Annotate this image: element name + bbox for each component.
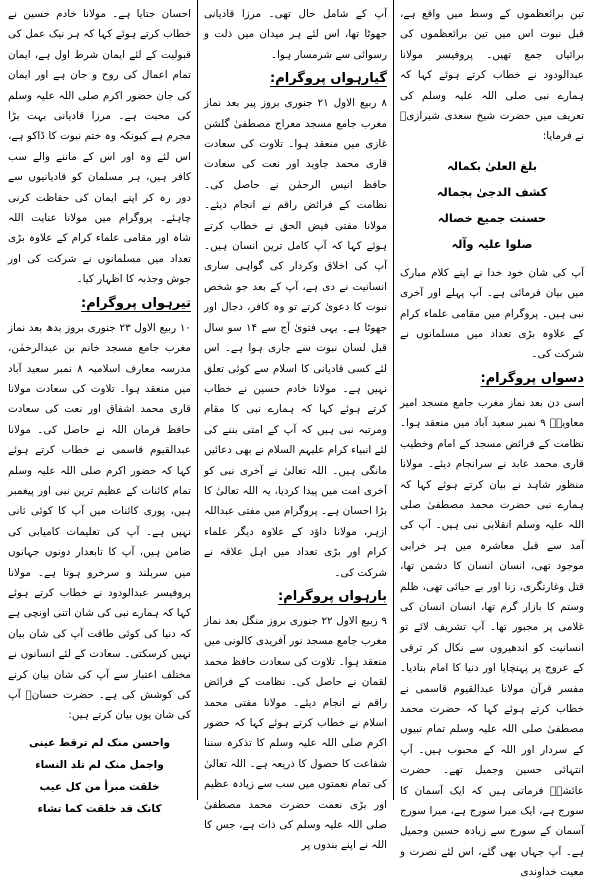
arabic-verse (400, 153, 584, 257)
verse-line: واحسن منک لم ترقط عینی (28, 736, 171, 749)
paragraph: احسان جتایا ہے۔ مولانا خادم حسین نے خطاب کرتے ہوئے کہا کہ ہر نیک عمل کی قبولیت کے لئے ایمان شرط اول ہے، ایمان تمام اعمال کی روح و جان ہے اور ایمان کی جان حضور اکرم صلی اللہ علیہ وسلم کی محبت ہے۔ مرزا قادیانی بہت بڑا مجرم ہے کیونکہ وہ ختم نبوت کا ڈاکو ہے، اس لئے وہ اور اس کے ماننے والے سب کافر ہیں، ہر مسلمان کو قادیانیوں سے دور رہ کر اپنے ایمان کی حفاظت کرنی چاہئے۔ پروگرام میں مولانا عنایت اللہ شاہ اور مقامی علماء کرام کے علاوہ بڑی تعداد میں مسلمانوں نے شرکت کی اور جوش وجذبہ کا اظہار کیا۔ (8, 8, 191, 286)
verse-line: صلوا علیہ وآلہ (451, 236, 533, 251)
arabic-verse (8, 732, 191, 820)
column-middle (198, 0, 394, 852)
section-heading: دسواں پروگرام: (480, 370, 584, 386)
paragraph: تین برائعظموں کے وسط میں واقع ہے، قبل نبوت اس میں تین برائعظموں کی برائیاں جمع تھیں۔ پروفیسر مولانا عبدالودود نے خطاب کرتے ہوئے کہا کہ ہمارے نبی صلی اللہ علیہ وسلم کی تعریف میں حضرت شیخ سعدی شیرازیؒ نے فرمایا: (400, 8, 584, 143)
paragraph: آپ کی شان خود خدا نے اپنے کلام مبارک میں بیان فرمائی ہے۔ آپ پہلے اور آخری نبی ہیں۔ پروگرام میں مقامی علماء کرام کے علاوہ بڑی تعداد میں مسلمانوں نے شرکت کی۔ (400, 266, 584, 361)
paragraph: اسی دن بعد نماز مغرب جامع مسجد امیر معاویہؓ ۹ نمبر سعید آباد میں منعقد ہوا۔ نظامت کے فرائض مسجد کے امام وخطیب قاری محمد عابد نے سرانجام دیئے۔ مولانا منظور شاہد نے بیان کرتے ہوئے کہا کہ ہمارے نبی حضرت محمد مصطفیٰ صلی اللہ علیہ وسلم انقلابی نبی ہیں۔ آپ کی آمد سے قبل معاشرہ میں ہر خرابی موجود تھی، انسان انسان کا دشمن تھا، قتل وغارتگری، زنا اور بے حیائی تھی، ظلم وستم کا بازار گرم تھا، انسان انسان کی غلامی پر مجبور تھا۔ آپ تشریف لائے تو انسانیت کو اندھیروں سے نکال کر ترقی کے عروج پر پہنچایا اور دنیا کا امام بنادیا۔ مفسر قرآن مولانا عبدالقیوم قاسمی نے خطاب کرتے ہوئے کہا کہ حضرت محمد مصطفیٰ صلی اللہ علیہ وسلم تمام نبیوں کے سردار اور اللہ کے محبوب ہیں۔ آپ انتہائی حسین وجمیل تھے۔ حضرت عائشہؓ فرماتی ہیں کہ ایک آسمان کا سورج ہے، ایک میرا سورج ہے، میرا سورج آسمان کے سورج سے زیادہ حسین وجمیل ہے۔ آپ جہاں بھی گئے، اس لئے نصرت و معیت خداوندی (400, 396, 584, 879)
paragraph: آپ کے شامل حال تھی۔ مرزا قادیانی جھوٹا تھا، اس لئے ہر میدان میں ذلت و رسوائی سے شرمسار ہوا۔ (204, 8, 387, 61)
paragraph: ۱۰ ربیع الاول ۲۳ جنوری بروز بدھ بعد نماز مغرب جامع مسجد خانم بن عبدالرحمٰن، مدرسہ معارف اسلامیہ ۸ نمبر سعید آباد میں منعقد ہوا۔ تلاوت کی سعادت مولانا قاری محمد اشفاق اور نعت کی سعادت حافظ فرمان اللہ نے حاصل کی۔ مولانا عبدالقیوم قاسمی نے خطاب کرتے ہوئے کہا کہ حضور اکرم صلی اللہ علیہ وسلم تمام کائنات کے عظیم ترین نبی اور پیغمبر ہیں، پوری کائنات میں آپ کا کوئی ثانی نہیں ہے۔ آپ کی تعلیمات کامیابی کی ضامن ہیں، آپ کا تابعدار دونوں جہانوں میں سربلند و سرخرو ہوتا ہے۔ مولانا پروفیسر عبدالودود نے خطاب کرتے ہوئے کہا کہ ہمارے نبی کی شان اتنی اونچی ہے کہ دنیا کی کوئی طاقت آپ کی شان بیان نہیں کرسکتی۔ سعادت کے لئے انسانوں نے مختلف اعتبار سے آپ کی شان بیان کرنے کی کوشش کی ہے۔ حضرت حسانؓ آپ کی شان یوں بیان کرتے ہیں: (8, 321, 192, 722)
verse-line: خلقت مبرأ من کل عیب (39, 780, 160, 793)
section-heading: تیرہواں پروگرام: (81, 295, 191, 311)
column-left (2, 0, 198, 815)
section-heading: بارہواں پروگرام: (278, 588, 387, 604)
verse-line: بلغ العلیٰ بکمالہ (446, 158, 538, 173)
section-heading: گیارہواں پروگرام: (270, 71, 387, 87)
verse-line: کانک قد خلقت کما تشاء (37, 802, 162, 815)
column-right (394, 0, 590, 879)
verse-line: حسنت جمیع خصالہ (437, 210, 547, 225)
verse-line: کشف الدجیٰ بجمالہ (436, 184, 548, 199)
verse-line: واجمل منک لم تلد النساء (35, 758, 164, 771)
paragraph: ۹ ربیع الاول ۲۲ جنوری بروز منگل بعد نماز مغرب جامع مسجد نور آفریدی کالونی میں منعقد ہوا۔ تلاوت کی سعادت حافظ محمد لقمان نے حاصل کی۔ نظامت کے فرائض راقم نے انجام دیئے۔ مولانا مفتی محمد اسلام نے خطاب کرتے ہوئے کہا کہ حضور اکرم صلی اللہ علیہ وسلم کا تذکرہ سننا شفاعت کا حصول کا ذریعہ ہے۔ اللہ تعالیٰ کی تمام نعمتوں میں سب سے زیادہ عظیم اور بڑی نعمت حضرت محمد مصطفیٰ صلی اللہ علیہ وسلم کی ذات ہے، جس کا اللہ نے اپنے بندوں پر (204, 614, 387, 852)
paragraph: ۸ ربیع الاول ۲۱ جنوری بروز پیر بعد نماز مغرب جامع مسجد معراج مصطفیٰ گلشن غازی میں منعقد ہوا۔ تلاوت کی سعادت قاری محمد جاوید اور نعت کی سعادت حافظ انیس الرحمٰن نے حاصل کی۔ نظامت کے فرائض راقم نے انجام دیئے۔ مولانا مفتی فیض الحق نے خطاب کرتے ہوئے کہا کہ آپ کامل ترین انسان ہیں۔ آپ کی اخلاق وکردار کی گواہی ساری انسانیت نے دی ہے، آپ کے بعد جو شخص نبوت کا دعویٰ کرتے تو وہ کافر، دجال اور جھوٹا ہے۔ یہی فتویٰ آج سے ۱۴ سو سال قبل لسان نبوت سے جاری ہوا ہے۔ اس لئے کسی قادیانی کا اسلام سے کوئی تعلق نہیں ہے۔ مولانا خادم حسین نے خطاب کرتے ہوئے کہا کہ ہمارے نبی کا مقام ومرتبہ نبی ہیں کہ آپ کے امتی بننے کی لئے انبیاء کرام علیہم السلام نے بھی دعائیں مانگی ہیں۔ اللہ تعالیٰ نے آخری نبی کو آخری امت میں پیدا کردیا، یہ اللہ تعالیٰ کا بڑا احسان ہے۔ پروگرام میں مفتی عبداللہ ازہر، مولانا داؤد کے علاوہ دیگر علماء کرام اور بڑی تعداد میں اہل علاقہ نے شرکت کی۔ (204, 97, 387, 579)
